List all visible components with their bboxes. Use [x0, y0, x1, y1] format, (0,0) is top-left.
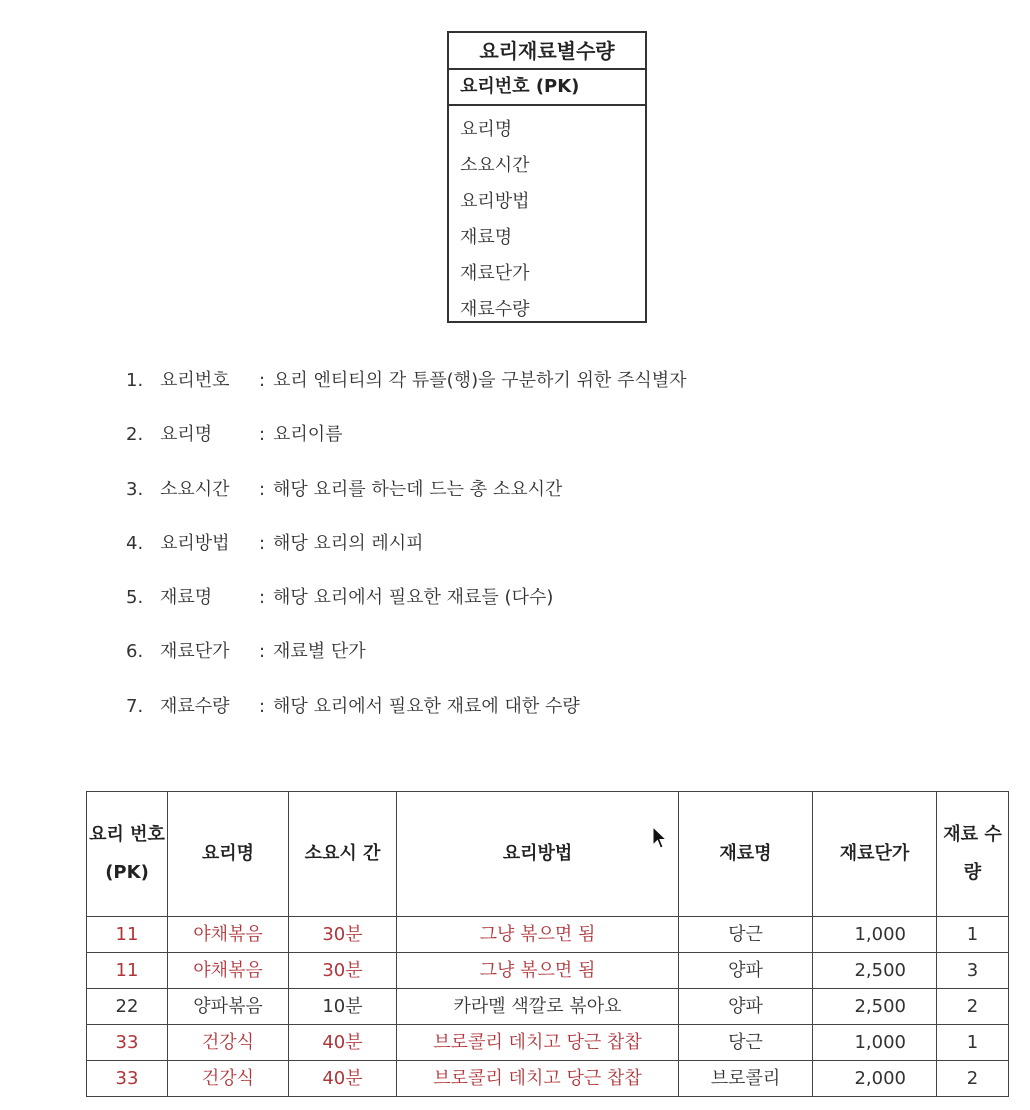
table-cell: 1 [937, 1025, 1009, 1061]
entity-title: 요리재료별수량 [449, 33, 645, 70]
entity-primary-key: 요리번호 (PK) [449, 70, 645, 106]
definition-item [126, 474, 687, 528]
table-cell: 야채볶음 [168, 953, 289, 989]
table-row [87, 917, 1009, 953]
definition-separator: : [259, 478, 266, 500]
definition-description: 요리 엔티티의 각 튜플(행)을 구분하기 위한 주식별자 [273, 370, 687, 391]
entity-attribute-list [449, 106, 645, 328]
table-cell: 1,000 [813, 1025, 937, 1061]
definition-term: 요리명 [160, 424, 213, 446]
mouse-pointer-icon [652, 826, 668, 850]
definition-description: 해당 요리의 레시피 [273, 532, 424, 554]
column-header: 요리명 [168, 792, 289, 917]
definition-term: 재료수량 [160, 695, 230, 717]
column-header: 요리 번호 (PK) [87, 792, 168, 917]
entity-attribute: 재료명 [460, 227, 513, 248]
definition-description: 해당 요리에서 필요한 재료에 대한 수량 [273, 695, 580, 717]
table-row [87, 989, 1009, 1025]
table-header-row [87, 792, 1009, 917]
table-cell: 양파볶음 [168, 989, 289, 1025]
table-cell: 33 [87, 1061, 168, 1097]
definition-item [126, 582, 687, 636]
definition-term: 재료단가 [160, 641, 230, 663]
table-cell: 40분 [289, 1061, 397, 1097]
table-cell: 2,000 [813, 1061, 937, 1097]
definition-description: 요리이름 [273, 424, 343, 446]
table-cell: 카라멜 색깔로 볶아요 [397, 989, 679, 1025]
table-cell: 당근 [679, 917, 813, 953]
definition-term: 요리번호 [160, 370, 230, 391]
definition-number: 4. [126, 532, 144, 554]
entity-attribute: 재료수량 [460, 299, 530, 320]
definition-item [126, 419, 687, 473]
table-cell: 40분 [289, 1025, 397, 1061]
definition-separator: : [259, 641, 266, 663]
table-cell: 당근 [679, 1025, 813, 1061]
definition-number: 3. [126, 478, 144, 500]
table-cell: 브로콜리 [679, 1061, 813, 1097]
table-cell: 33 [87, 1025, 168, 1061]
table-row [87, 1061, 1009, 1097]
definition-separator: : [259, 532, 266, 554]
entity-attribute: 요리방법 [460, 191, 530, 212]
definition-separator: : [259, 587, 266, 609]
table-cell: 양파 [679, 989, 813, 1025]
definition-term: 소요시간 [160, 478, 230, 500]
table-cell: 1,000 [813, 917, 937, 953]
table-cell: 그냥 볶으면 됨 [397, 953, 679, 989]
definition-description: 해당 요리에서 필요한 재료들 (다수) [273, 587, 554, 609]
recipe-table-wrapper [86, 791, 1009, 1097]
table-cell: 건강식 [168, 1025, 289, 1061]
entity-attribute: 요리명 [460, 119, 513, 140]
definition-item [126, 691, 687, 745]
table-cell: 22 [87, 989, 168, 1025]
table-cell: 30분 [289, 917, 397, 953]
definition-number: 1. [126, 370, 144, 391]
table-cell: 2,500 [813, 989, 937, 1025]
entity-attribute: 소요시간 [460, 155, 530, 176]
definition-number: 7. [126, 695, 144, 717]
table-cell: 브로콜리 데치고 당근 찹찹 [397, 1061, 679, 1097]
column-header: 요리방법 [397, 792, 679, 917]
table-cell: 2,500 [813, 953, 937, 989]
definition-description: 해당 요리를 하는데 드는 총 소요시간 [273, 478, 563, 500]
table-cell: 3 [937, 953, 1009, 989]
column-header: 재료단가 [813, 792, 937, 917]
table-cell: 30분 [289, 953, 397, 989]
entity-box [447, 31, 647, 323]
definition-item [126, 528, 687, 582]
column-header: 재료 수량 [937, 792, 1009, 917]
recipe-table [86, 791, 1009, 1097]
table-cell: 양파 [679, 953, 813, 989]
entity-attribute: 재료단가 [460, 263, 530, 284]
table-cell: 야채볶음 [168, 917, 289, 953]
definition-separator: : [259, 370, 266, 391]
table-row [87, 1025, 1009, 1061]
definition-number: 2. [126, 424, 144, 446]
definition-item [126, 636, 687, 690]
definition-separator: : [259, 424, 266, 446]
table-cell: 건강식 [168, 1061, 289, 1097]
column-header: 재료명 [679, 792, 813, 917]
table-cell: 11 [87, 953, 168, 989]
table-cell: 2 [937, 1061, 1009, 1097]
column-header: 소요시 간 [289, 792, 397, 917]
definition-number: 5. [126, 587, 144, 609]
table-cell: 1 [937, 917, 1009, 953]
definition-term: 요리방법 [160, 532, 230, 554]
definition-term: 재료명 [160, 587, 213, 609]
table-cell: 2 [937, 989, 1009, 1025]
definition-description: 재료별 단가 [273, 641, 366, 663]
table-cell: 11 [87, 917, 168, 953]
definition-separator: : [259, 695, 266, 717]
table-cell: 브로콜리 데치고 당근 찹찹 [397, 1025, 679, 1061]
table-cell: 그냥 볶으면 됨 [397, 917, 679, 953]
definition-item [126, 365, 687, 419]
table-cell: 10분 [289, 989, 397, 1025]
definition-list [126, 365, 687, 745]
table-row [87, 953, 1009, 989]
definition-number: 6. [126, 641, 144, 663]
